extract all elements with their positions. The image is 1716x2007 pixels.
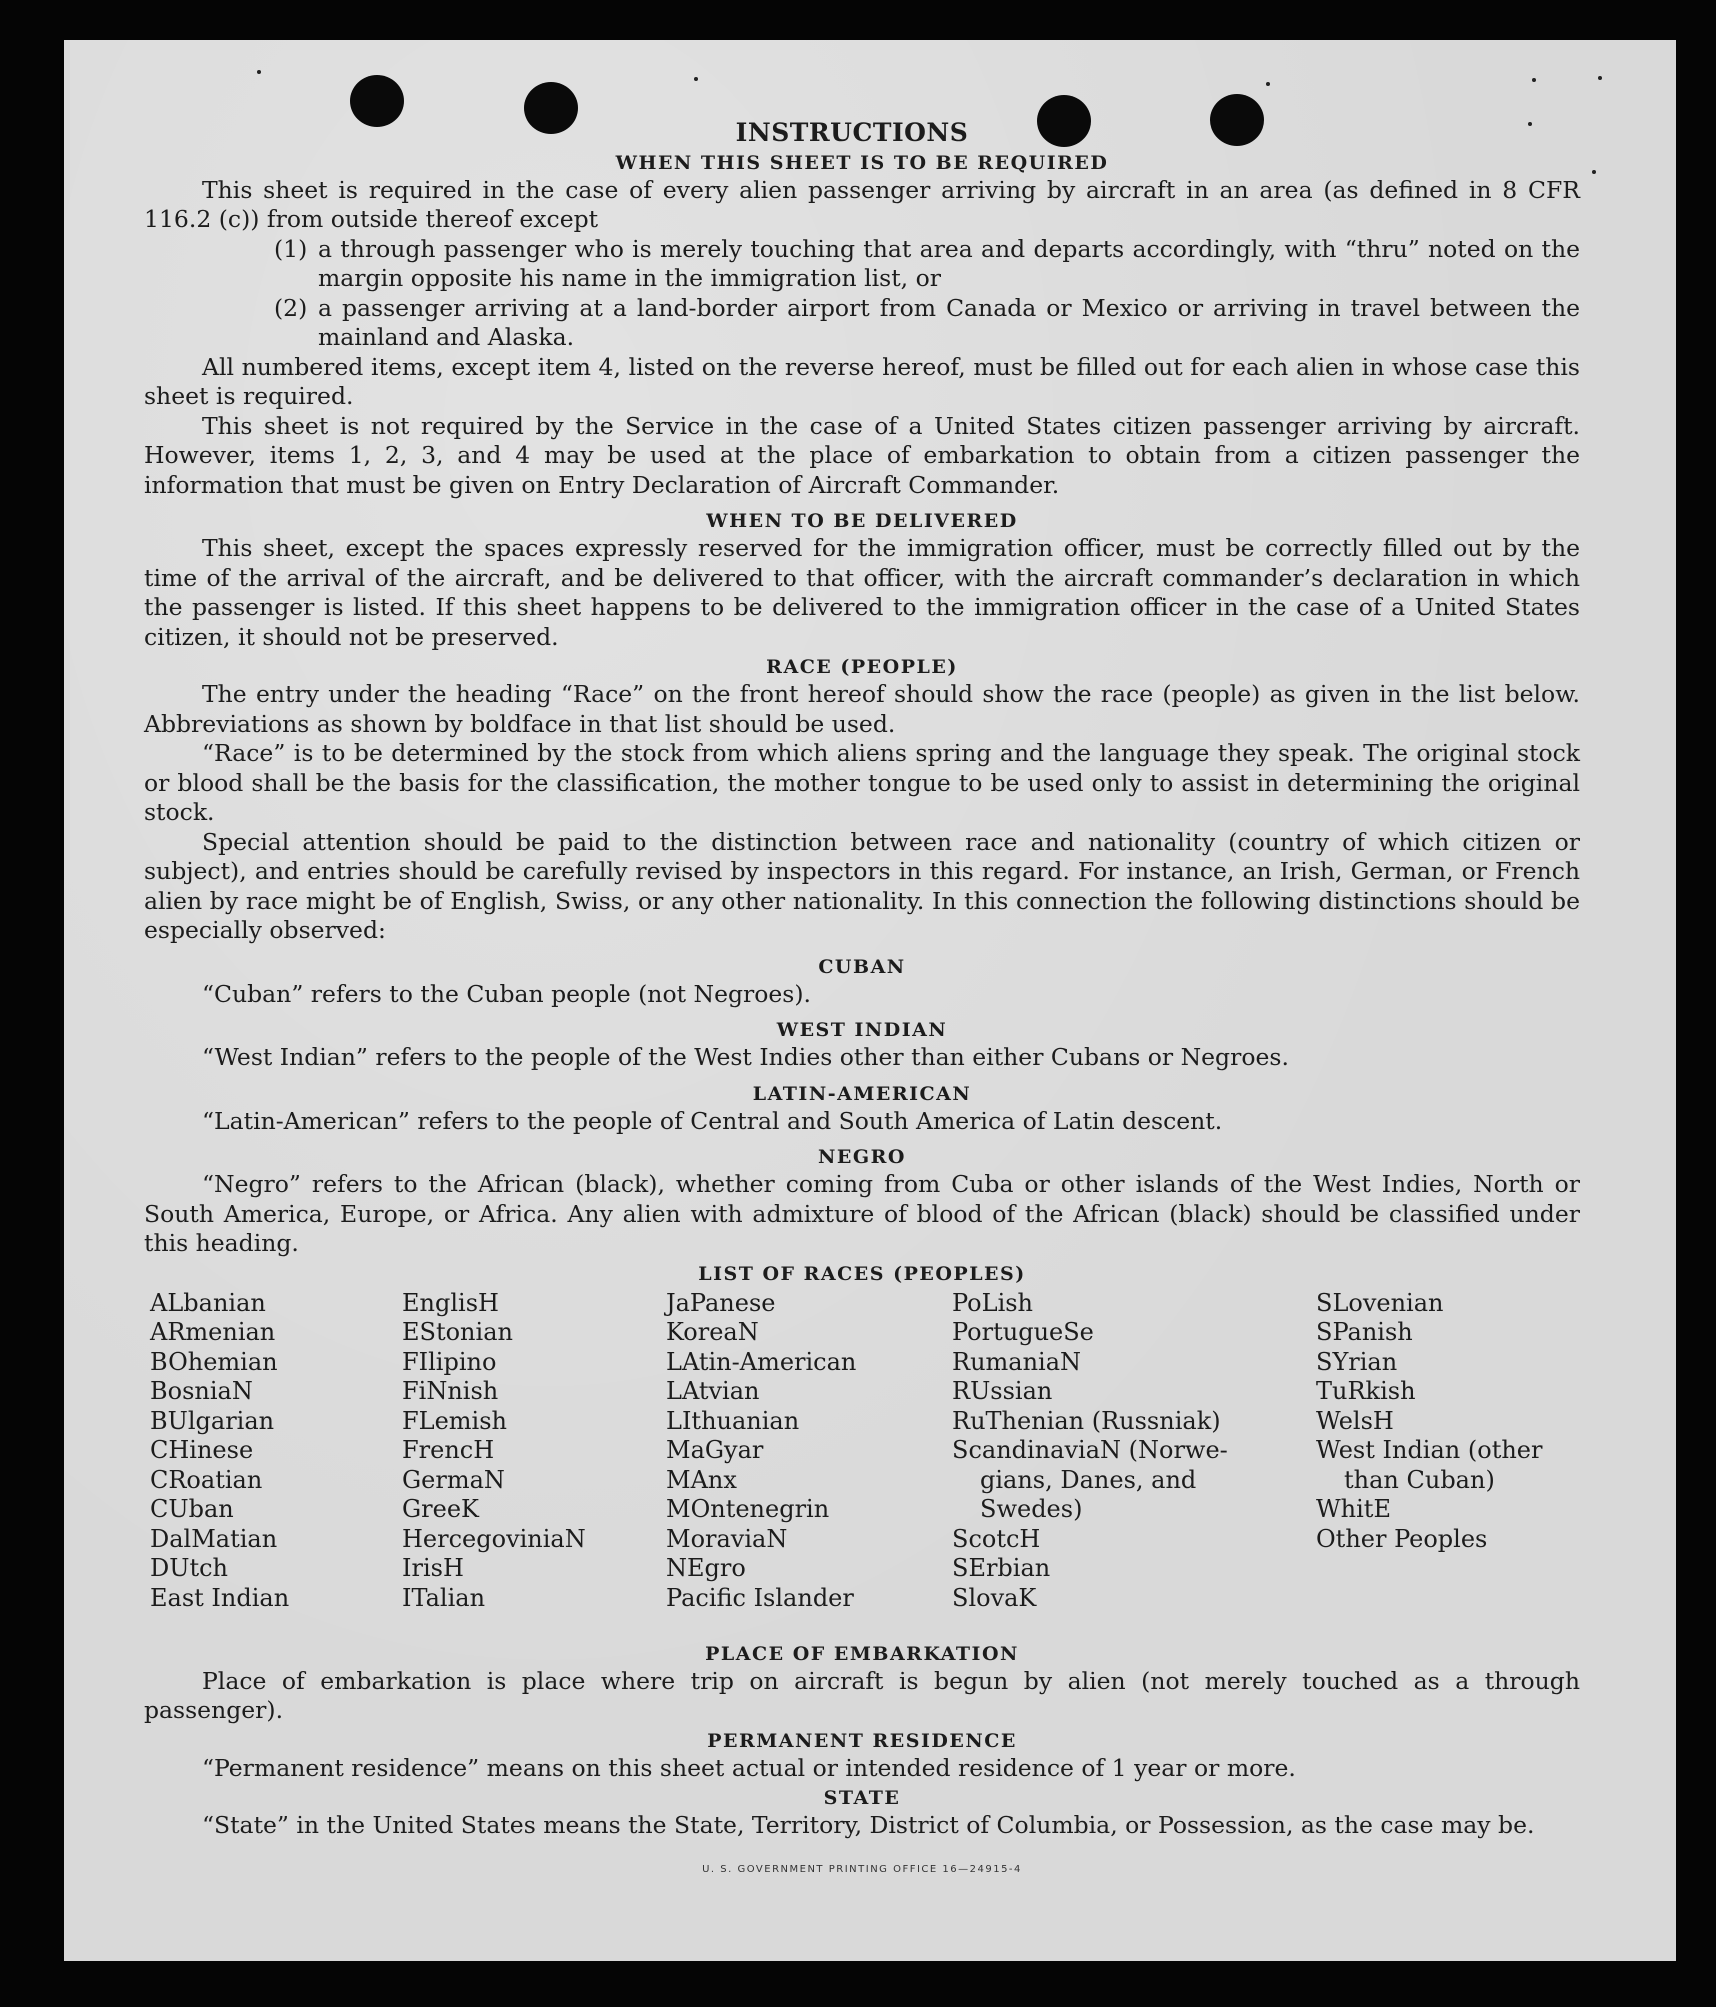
- race-item: SYrian: [1316, 1347, 1398, 1376]
- race-column: [150, 1289, 289, 1614]
- race-item: PortugueSe: [952, 1318, 1094, 1346]
- section-heading: LATIN-AMERICAN: [752, 1082, 972, 1105]
- race-item: gians, Danes, and: [980, 1465, 1197, 1494]
- race-column: [666, 1289, 856, 1614]
- paragraph: “Cuban” refers to the Cuban people (not Negroes).: [202, 979, 812, 1008]
- race-item: PoLish: [952, 1288, 1034, 1317]
- race-item: ARmenian: [150, 1318, 276, 1346]
- numbered-item: [144, 235, 1580, 294]
- race-item: EStonian: [402, 1318, 513, 1346]
- item-number: (1): [274, 234, 308, 263]
- race-item: FLemish: [402, 1406, 507, 1435]
- race-item: GreeK: [402, 1495, 479, 1523]
- race-item: DalMatian: [150, 1524, 278, 1553]
- race-item: FrencH: [402, 1436, 495, 1464]
- paragraph: “State” in the United States means the State, Territory, District of Columbia, or Possession, as the case may be.: [202, 1811, 1535, 1839]
- race-item: ALbanian: [150, 1288, 266, 1317]
- race-item: RuThenian (Russniak): [952, 1406, 1221, 1435]
- race-item: MAnx: [666, 1465, 737, 1494]
- section-heading: PERMANENT RESIDENCE: [707, 1729, 1017, 1752]
- race-item: SErbian: [952, 1554, 1051, 1582]
- race-item: CRoatian: [150, 1465, 263, 1494]
- paragraph: The entry under the heading “Race” on the front hereof should show the race (people) as given in the list below. Abbreviations as shown by boldface in that list should be used.: [144, 680, 1580, 738]
- race-item: MaGyar: [666, 1436, 764, 1464]
- race-item: NEgro: [666, 1554, 746, 1582]
- race-column: [402, 1289, 586, 1614]
- section-heading: WHEN TO BE DELIVERED: [706, 510, 1018, 532]
- numbered-item: [144, 294, 1580, 353]
- race-item: SPanish: [1316, 1318, 1413, 1346]
- paragraph: All numbered items, except item 4, listed on the reverse hereof, must be filled out for each alien in whose case this sheet is required.: [144, 352, 1580, 410]
- race-column: [1316, 1289, 1542, 1555]
- section-heading: WEST INDIAN: [776, 1019, 948, 1041]
- race-item: CHinese: [150, 1436, 254, 1464]
- speck: [694, 77, 698, 81]
- race-item: HercegoviniaN: [402, 1524, 586, 1553]
- section-heading: STATE: [823, 1787, 901, 1809]
- race-item: MOntenegrin: [666, 1495, 830, 1523]
- race-item: RumaniaN: [952, 1347, 1082, 1376]
- race-item: East Indian: [150, 1583, 290, 1612]
- speck: [1532, 78, 1536, 82]
- section-heading: PLACE OF EMBARKATION: [705, 1642, 1019, 1665]
- race-list: [144, 1289, 1580, 1639]
- race-item: EnglisH: [402, 1288, 499, 1317]
- paragraph: “Negro” refers to the African (black), whether coming from Cuba or other islands of the West Indies, North or South America, Europe, or Africa. Any alien with admixture of blood of the African (black) should be classified under this heading.: [144, 1170, 1580, 1257]
- race-item: Swedes): [980, 1495, 1083, 1523]
- paragraph: “Latin-American” refers to the people of Central and South America of Latin descent.: [202, 1106, 1223, 1135]
- race-item: JaPanese: [666, 1288, 776, 1317]
- race-item: IrisH: [402, 1554, 464, 1582]
- instructions-body: [144, 118, 1580, 1884]
- race-item: LAtvian: [666, 1377, 760, 1405]
- race-item: MoraviaN: [666, 1524, 788, 1553]
- paragraph: This sheet is required in the case of every alien passenger arriving by aircraft in an area (as defined in 8 CFR 116.2 (c)) from outside thereof except: [144, 175, 1580, 233]
- speck: [1598, 76, 1602, 80]
- race-item: BUlgarian: [150, 1406, 275, 1435]
- race-item: than Cuban): [1344, 1465, 1495, 1494]
- race-item: DUtch: [150, 1554, 229, 1582]
- race-item: TuRkish: [1316, 1377, 1416, 1405]
- paragraph: Place of embarkation is place where trip on aircraft is begun by alien (not merely touched as a through passenger).: [144, 1666, 1580, 1724]
- paragraph: “Race” is to be determined by the stock from which aliens spring and the language they speak. The original stock or blood shall be the basis for the classification, the mother tongue to be used only to assist in determining the original stock.: [144, 739, 1580, 826]
- paragraph: Special attention should be paid to the distinction between race and nationality (country of which citizen or subject), and entries should be carefully revised by inspectors in this regard. For instance, an Irish, German, or French alien by race might be of English, Swiss, or any other nationality. In this connection the following distinctions should be especially observed:: [144, 827, 1580, 944]
- item-text: a passenger arriving at a land-border airport from Canada or Mexico or arriving in travel between the mainland and Alaska.: [318, 293, 1580, 351]
- paragraph: “West Indian” refers to the people of the West Indies other than either Cubans or Negroes.: [202, 1043, 1289, 1071]
- race-item: BosniaN: [150, 1377, 253, 1405]
- race-item: SlovaK: [952, 1583, 1037, 1612]
- race-item: ScotcH: [952, 1524, 1041, 1553]
- section-heading: NEGRO: [818, 1146, 906, 1168]
- printer-imprint: U. S. GOVERNMENT PRINTING OFFICE 16—24915-4: [702, 1863, 1022, 1875]
- race-item: Other Peoples: [1316, 1524, 1488, 1553]
- race-item: SLovenian: [1316, 1288, 1444, 1317]
- speck: [257, 70, 261, 74]
- paragraph: This sheet, except the spaces expressly reserved for the immigration officer, must be correctly filled out by the time of the arrival of the aircraft, and be delivered to that officer, with the aircraft commander’s declaration in which the passenger is listed. If this sheet happens to be delivered to the immigration officer in the case of a United States citizen, it should not be preserved.: [144, 534, 1580, 651]
- item-number: (2): [274, 293, 308, 322]
- item-text: a through passenger who is merely touching that area and departs accordingly, with “thru” noted on the margin opposite his name in the immigration list, or: [318, 234, 1580, 292]
- race-item: RUssian: [952, 1377, 1053, 1405]
- race-item: ITalian: [402, 1583, 486, 1612]
- race-item: Pacific Islander: [666, 1583, 854, 1612]
- race-item: LAtin-American: [666, 1347, 857, 1376]
- race-item: LIthuanian: [666, 1406, 800, 1435]
- race-item: FiNnish: [402, 1377, 499, 1405]
- race-item: BOhemian: [150, 1347, 278, 1376]
- paragraph: “Permanent residence” means on this sheet actual or intended residence of 1 year or more.: [202, 1753, 1296, 1782]
- race-item: WhitE: [1316, 1495, 1391, 1523]
- speck: [1592, 170, 1596, 174]
- race-column: [952, 1289, 1228, 1614]
- page-title: INSTRUCTIONS: [735, 118, 969, 147]
- paragraph: This sheet is not required by the Service in the case of a United States citizen passenger arriving by aircraft. However, items 1, 2, 3, and 4 may be used at the place of embarkation to obtain from a citizen passenger the information that must be given on Entry Declaration of Aircraft Commander.: [144, 411, 1580, 499]
- section-heading: LIST OF RACES (PEOPLES): [698, 1262, 1026, 1285]
- section-heading: WHEN THIS SHEET IS TO BE REQUIRED: [615, 151, 1109, 174]
- race-item: GermaN: [402, 1465, 505, 1494]
- race-item: West Indian (other: [1316, 1436, 1543, 1464]
- race-item: KoreaN: [666, 1318, 759, 1346]
- section-heading: RACE (PEOPLE): [766, 656, 958, 678]
- section-heading: CUBAN: [818, 955, 906, 978]
- race-item: FIlipino: [402, 1347, 497, 1376]
- race-item: WelsH: [1316, 1406, 1394, 1435]
- race-item: CUban: [150, 1495, 234, 1523]
- race-item: ScandinaviaN (Norwe-: [952, 1436, 1228, 1464]
- speck: [1266, 82, 1270, 86]
